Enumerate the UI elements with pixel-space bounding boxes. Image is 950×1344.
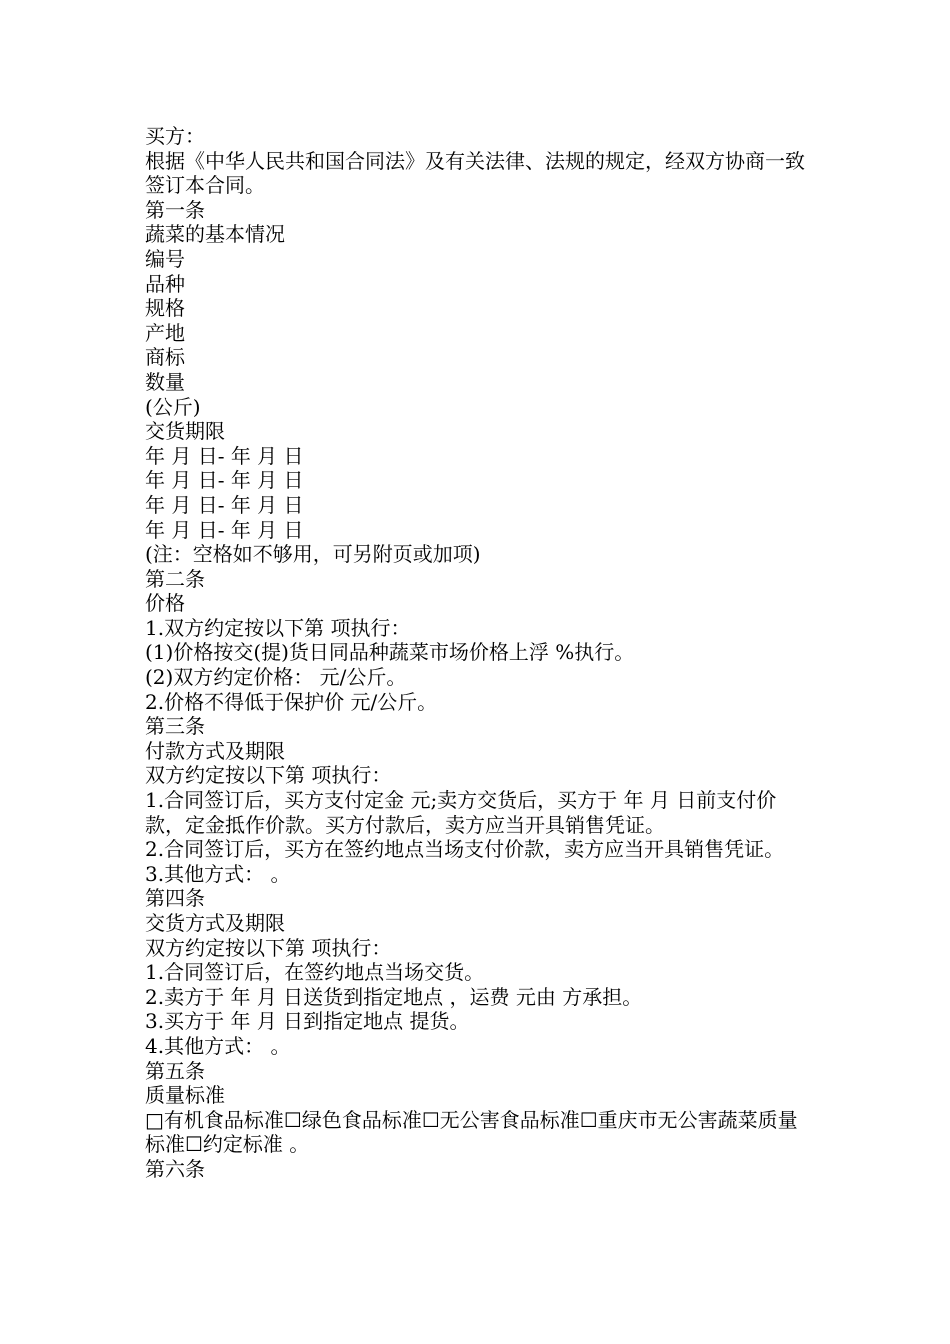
article-1-title: 蔬菜的基本情况 xyxy=(145,222,285,247)
field-number: 编号 xyxy=(145,246,185,271)
article-4-item-2: 2.卖方于 年 月 日送货到指定地点 ，运费 元由 方承担。 xyxy=(145,984,643,1009)
article-4-item-1: 1.合同签订后，在签约地点当场交货。 xyxy=(145,960,485,985)
field-trademark: 商标 xyxy=(145,345,185,370)
article-3-item-2: 2.合同签订后，买方在签约地点当场支付价款，卖方应当开具销售凭证。 xyxy=(145,837,785,862)
field-specification: 规格 xyxy=(145,296,185,321)
article-2-heading: 第二条 xyxy=(145,566,205,591)
article-2-item-1-2: (2)双方约定价格： 元/公斤。 xyxy=(145,665,407,690)
quality-standard-options: □有机食品标准☐绿色食品标准☐无公害食品标准☐重庆市无公害蔬菜质量标准☐约定标准 。 xyxy=(145,1107,798,1157)
article-4-title: 交货方式及期限 xyxy=(145,911,285,935)
article-5-title: 质量标准 xyxy=(145,1083,225,1108)
field-quantity: 数量 xyxy=(145,369,185,394)
article-2-item-1: 1.双方约定按以下第 项执行： xyxy=(145,615,411,640)
article-6-heading: 第六条 xyxy=(145,1156,205,1181)
article-4-item-3: 3.买方于 年 月 日到指定地点 提货。 xyxy=(145,1009,470,1034)
article-3-item-1: 1.合同签订后，买方支付定金 元;卖方交货后，买方于 年 月 日前支付价款，定金抵作价款。买方付款后，卖方应当开具销售凭证。 xyxy=(145,788,777,837)
date-range-line: 年 月 日- 年 月 日 xyxy=(145,468,304,493)
article-4-item-4: 4.其他方式： 。 xyxy=(145,1033,291,1058)
article-5-heading: 第五条 xyxy=(145,1058,205,1083)
article-4-heading: 第四条 xyxy=(145,886,205,911)
date-range-line: 年 月 日- 年 月 日 xyxy=(145,492,304,517)
date-range-line: 年 月 日- 年 月 日 xyxy=(145,443,304,468)
field-origin: 产地 xyxy=(145,320,185,345)
article-4-intro: 双方约定按以下第 项执行： xyxy=(145,935,392,960)
article-3-title: 付款方式及期限 xyxy=(145,738,285,763)
article-2-item-1-1: (1)价格按交(提)货日同品种蔬菜市场价格上浮 %执行。 xyxy=(145,640,635,665)
article-2-title: 价格 xyxy=(145,591,185,616)
preamble-paragraph: 根据《中华人民共和国合同法》及有关法律、法规的规定，经双方协商一致签订本合同。 xyxy=(145,148,805,198)
field-delivery-period: 交货期限 xyxy=(145,419,225,444)
article-3-intro: 双方约定按以下第 项执行： xyxy=(145,763,392,788)
field-quantity-unit: (公斤) xyxy=(145,394,201,419)
article-3-heading: 第三条 xyxy=(145,714,205,739)
article-3-item-3: 3.其他方式： 。 xyxy=(145,861,291,886)
article-2-item-2: 2.价格不得低于保护价 元/公斤。 xyxy=(145,689,438,714)
field-variety: 品种 xyxy=(145,271,185,296)
note-line: (注：空格如不够用，可另附页或加项) xyxy=(145,542,481,567)
buyer-label: 买方： xyxy=(145,124,205,148)
date-range-line: 年 月 日- 年 月 日 xyxy=(145,517,304,542)
document-body xyxy=(145,124,811,1182)
article-1-heading: 第一条 xyxy=(145,197,205,222)
